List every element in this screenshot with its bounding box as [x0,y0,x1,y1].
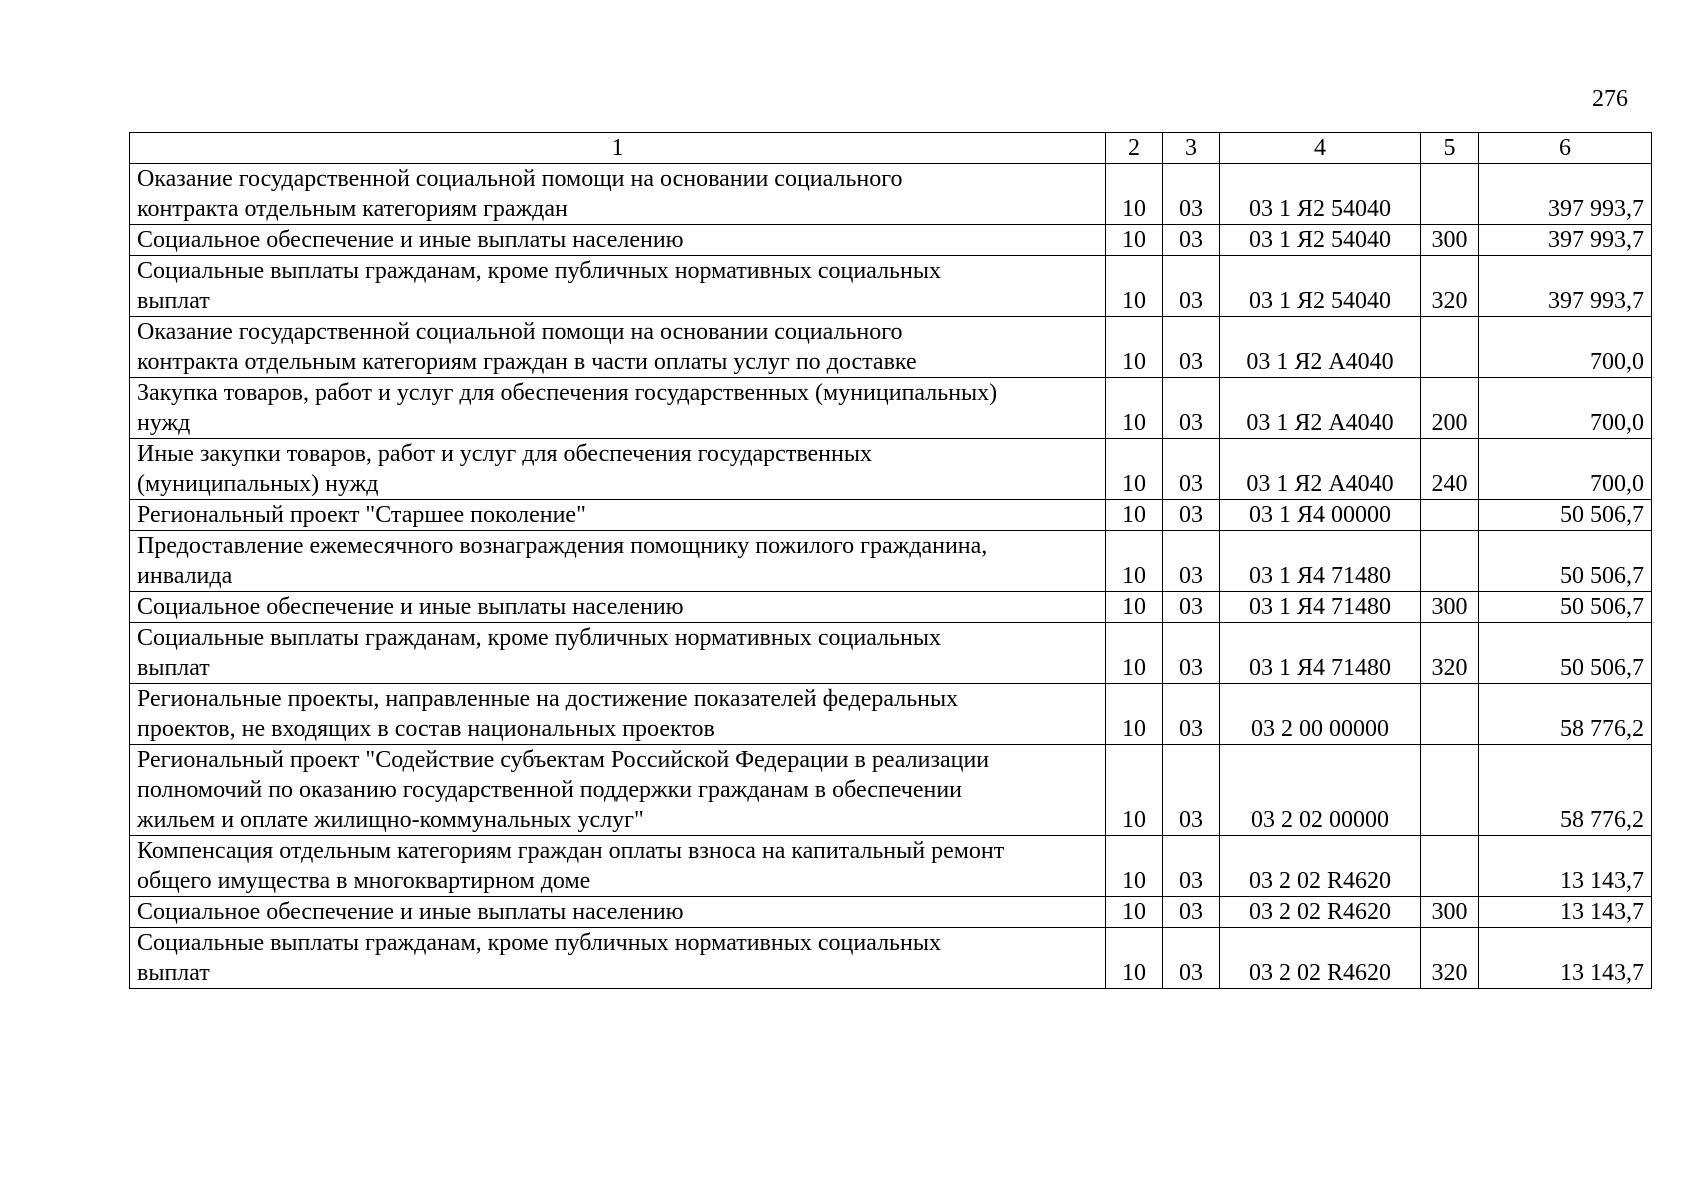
row-expense-kind [1421,317,1479,378]
row-section: 10 [1106,897,1163,928]
table-row [130,684,1652,745]
row-target-code: 03 1 Я2 А4040 [1220,439,1421,500]
row-subsection: 03 [1163,684,1220,745]
row-name: Региональные проекты, направленные на достижение показателей федеральных проектов, не входящих в состав национальных проектов [130,684,1106,745]
table-row [130,378,1652,439]
row-sum: 58 776,2 [1479,684,1652,745]
row-subsection: 03 [1163,500,1220,531]
row-name: Региональный проект "Старшее поколение" [130,500,1106,531]
row-target-code: 03 2 02 R4620 [1220,928,1421,989]
row-subsection: 03 [1163,378,1220,439]
row-expense-kind: 320 [1421,928,1479,989]
row-expense-kind [1421,684,1479,745]
row-sum: 700,0 [1479,378,1652,439]
row-sum: 50 506,7 [1479,531,1652,592]
row-name: Социальные выплаты гражданам, кроме публичных нормативных социальных выплат [130,623,1106,684]
row-name: Компенсация отдельным категориям граждан оплаты взноса на капитальный ремонт общего имущества в многоквартирном доме [130,836,1106,897]
row-sum: 50 506,7 [1479,500,1652,531]
row-subsection: 03 [1163,592,1220,623]
row-section: 10 [1106,378,1163,439]
row-target-code: 03 1 Я2 54040 [1220,256,1421,317]
row-expense-kind [1421,531,1479,592]
row-expense-kind: 300 [1421,592,1479,623]
row-section: 10 [1106,439,1163,500]
row-target-code: 03 1 Я4 71480 [1220,531,1421,592]
row-expense-kind [1421,500,1479,531]
table-row [130,836,1652,897]
row-target-code: 03 1 Я4 00000 [1220,500,1421,531]
row-section: 10 [1106,500,1163,531]
row-sum: 50 506,7 [1479,592,1652,623]
row-section: 10 [1106,745,1163,836]
table-row [130,928,1652,989]
row-name: Социальные выплаты гражданам, кроме публичных нормативных социальных выплат [130,256,1106,317]
row-name: Региональный проект "Содействие субъектам Российской Федерации в реализации полномочий по оказанию государственной поддержки гражданам в обеспечении жильем и оплате жилищно-коммунальных услуг" [130,745,1106,836]
row-target-code: 03 1 Я2 54040 [1220,164,1421,225]
row-sum: 700,0 [1479,439,1652,500]
row-name: Социальное обеспечение и иные выплаты населению [130,225,1106,256]
table-body [130,164,1652,989]
row-expense-kind: 300 [1421,225,1479,256]
row-name: Социальное обеспечение и иные выплаты населению [130,592,1106,623]
row-expense-kind: 320 [1421,623,1479,684]
row-section: 10 [1106,592,1163,623]
table-row [130,256,1652,317]
row-sum: 13 143,7 [1479,836,1652,897]
row-subsection: 03 [1163,897,1220,928]
row-name: Оказание государственной социальной помощи на основании социального контракта отдельным категориям граждан [130,164,1106,225]
row-sum: 397 993,7 [1479,225,1652,256]
row-section: 10 [1106,928,1163,989]
row-expense-kind: 320 [1421,256,1479,317]
row-sum: 13 143,7 [1479,928,1652,989]
header-col-6: 6 [1479,133,1652,164]
table-row [130,897,1652,928]
row-sum: 50 506,7 [1479,623,1652,684]
table-row [130,592,1652,623]
row-sum: 700,0 [1479,317,1652,378]
row-target-code: 03 2 02 R4620 [1220,897,1421,928]
row-section: 10 [1106,256,1163,317]
row-subsection: 03 [1163,256,1220,317]
row-subsection: 03 [1163,836,1220,897]
row-name: Закупка товаров, работ и услуг для обеспечения государственных (муниципальных) нужд [130,378,1106,439]
table-row [130,531,1652,592]
table-row [130,225,1652,256]
header-col-5: 5 [1421,133,1479,164]
row-section: 10 [1106,836,1163,897]
table-row [130,500,1652,531]
row-subsection: 03 [1163,531,1220,592]
table-row [130,164,1652,225]
table-row [130,623,1652,684]
row-expense-kind: 300 [1421,897,1479,928]
header-col-4: 4 [1220,133,1421,164]
row-sum: 397 993,7 [1479,256,1652,317]
row-subsection: 03 [1163,439,1220,500]
header-col-3: 3 [1163,133,1220,164]
row-section: 10 [1106,684,1163,745]
row-section: 10 [1106,225,1163,256]
row-target-code: 03 1 Я4 71480 [1220,623,1421,684]
row-subsection: 03 [1163,745,1220,836]
row-expense-kind: 200 [1421,378,1479,439]
table-header-row [130,133,1652,164]
row-target-code: 03 1 Я2 А4040 [1220,378,1421,439]
row-target-code: 03 1 Я2 54040 [1220,225,1421,256]
row-expense-kind [1421,836,1479,897]
row-name: Предоставление ежемесячного вознаграждения помощнику пожилого гражданина, инвалида [130,531,1106,592]
row-subsection: 03 [1163,225,1220,256]
row-sum: 397 993,7 [1479,164,1652,225]
row-name: Оказание государственной социальной помощи на основании социального контракта отдельным категориям граждан в части оплаты услуг по доставке [130,317,1106,378]
row-subsection: 03 [1163,164,1220,225]
row-sum: 13 143,7 [1479,897,1652,928]
row-section: 10 [1106,317,1163,378]
row-expense-kind: 240 [1421,439,1479,500]
row-expense-kind [1421,164,1479,225]
table-row [130,439,1652,500]
header-col-1: 1 [130,133,1106,164]
row-subsection: 03 [1163,928,1220,989]
row-section: 10 [1106,531,1163,592]
budget-table [129,132,1652,989]
row-target-code: 03 2 02 R4620 [1220,836,1421,897]
row-sum: 58 776,2 [1479,745,1652,836]
header-col-2: 2 [1106,133,1163,164]
row-name: Социальное обеспечение и иные выплаты населению [130,897,1106,928]
table-row [130,317,1652,378]
page-number: 276 [1592,86,1628,112]
row-subsection: 03 [1163,623,1220,684]
table-row [130,745,1652,836]
row-expense-kind [1421,745,1479,836]
row-target-code: 03 2 02 00000 [1220,745,1421,836]
row-target-code: 03 1 Я2 А4040 [1220,317,1421,378]
row-subsection: 03 [1163,317,1220,378]
row-name: Иные закупки товаров, работ и услуг для обеспечения государственных (муниципальных) нужд [130,439,1106,500]
row-target-code: 03 2 00 00000 [1220,684,1421,745]
row-section: 10 [1106,164,1163,225]
row-section: 10 [1106,623,1163,684]
row-target-code: 03 1 Я4 71480 [1220,592,1421,623]
row-name: Социальные выплаты гражданам, кроме публичных нормативных социальных выплат [130,928,1106,989]
